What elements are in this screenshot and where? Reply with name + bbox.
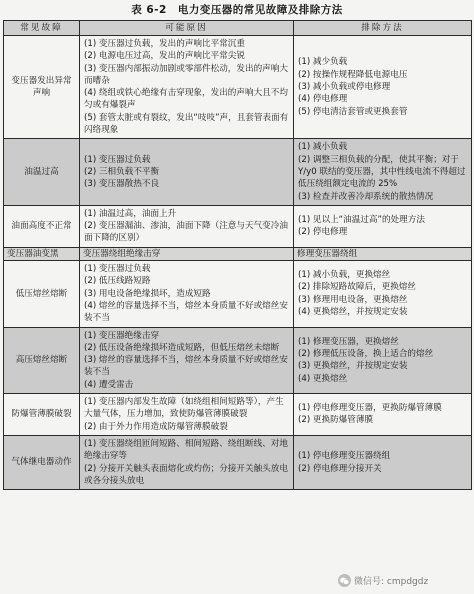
remedy-item: (1) 见以上“油温过高”的处理方法 xyxy=(298,215,425,225)
remedy-cell xyxy=(294,394,472,436)
remedy-item: (4) 更换熔丝 xyxy=(298,373,348,384)
wechat-icon xyxy=(338,574,351,587)
watermark xyxy=(338,574,428,587)
cause-cell xyxy=(80,139,294,205)
table-row xyxy=(4,394,472,436)
fault-cell: 防爆管薄膜破裂 xyxy=(4,394,80,436)
cause-item: (4) 绕组或铁心绝缘有击穿现象，发出的声响大且不均匀或有爆裂声 xyxy=(84,88,288,111)
header-cause: 可能原因 xyxy=(80,21,294,36)
table-row xyxy=(4,435,472,489)
remedy-cell: 修理变压器绕组 xyxy=(294,247,472,260)
fault-cell: 油温过高 xyxy=(4,139,80,205)
cause-item: (3) 熔丝的容量选择不当，熔丝本身质量不好或熔丝安装不当 xyxy=(84,355,288,378)
remedy-item: (1) 减小负载 xyxy=(298,142,348,153)
cause-item: (1) 变压器绕组匝间短路、相间短路、绕组断线、对地绝缘击穿等 xyxy=(84,438,288,462)
remedy-item: (1) 停电修理变压器，更换防爆管薄膜 xyxy=(298,403,442,414)
watermark-text: 微信号: cmpdgdz xyxy=(354,577,429,587)
header-fault: 常见故障 xyxy=(4,21,80,36)
remedy-item: (2) 修理低压设备，换上适合的熔丝 xyxy=(298,348,434,359)
remedy-item: (1) 减小负载，更换熔丝 xyxy=(298,270,391,281)
cause-item: (5) 套管太脏或有裂纹，发出“吱吱”声，且套管表面有闪络现象 xyxy=(84,112,289,136)
cause-item: (2) 低压线路短路 xyxy=(84,276,151,287)
cause-item: (1) 变压器过负载 xyxy=(84,264,151,275)
cause-item: (2) 变压器漏油、渗油，油面下降（注意与天气变冷油面下降的区别） xyxy=(84,221,288,244)
cause-cell xyxy=(80,261,294,327)
remedy-item: (1) 减少负载 xyxy=(298,57,348,68)
remedy-cell xyxy=(294,205,472,247)
table-row xyxy=(4,327,472,393)
cause-item: (3) 用电设备绝缘损坏，造成短路 xyxy=(84,288,211,299)
remedy-item: (3) 修理用电设备，更换熔丝 xyxy=(298,294,408,305)
cause-item: (3) 变压器内部振动加剧或零部件松动，发出的声响大而嘈杂 xyxy=(84,63,288,86)
remedy-item: (1) 修理变压器，更换熔丝 xyxy=(298,336,399,347)
cause-cell xyxy=(80,327,294,393)
table-title: 表 6-2 电力变压器的常见故障及排除方法 xyxy=(131,4,343,16)
cause-item: (2) 由于外力作用造成防爆管薄膜破裂 xyxy=(84,421,228,432)
remedy-item: (2) 停电修理分接开关 xyxy=(298,463,382,474)
cause-cell xyxy=(80,36,294,139)
remedy-cell xyxy=(294,36,472,139)
remedy-item: (3) 检查并改善冷却系统的散热情况 xyxy=(298,191,434,202)
remedy-item: (4) 停电修理 xyxy=(298,94,348,105)
remedy-cell xyxy=(294,327,472,393)
cause-item: (1) 油温过高，油面上升 xyxy=(84,208,177,219)
cause-cell xyxy=(80,394,294,436)
table-body xyxy=(4,36,472,490)
header-remedy: 排除方法 xyxy=(294,21,472,36)
cause-item: (3) 变压器散热不良 xyxy=(84,179,160,190)
cause-cell xyxy=(80,205,294,247)
table-row xyxy=(4,36,472,139)
fault-cell: 高压熔丝熔断 xyxy=(4,327,80,393)
cause-item: (2) 分接开关触头表面熔化或灼伤；分接开关触头放电或各分接头放电 xyxy=(84,463,288,486)
cause-item: (2) 电源电压过高，发出的声响比平常尖锐 xyxy=(84,51,245,62)
table-row xyxy=(4,261,472,327)
cause-item: (1) 变压器内部发生故障（如绕组相间短路等），产生大量气体，压力增加，致使防爆管薄膜破裂 xyxy=(84,397,284,420)
remedy-item: (2) 排除短路故障后，更换熔丝 xyxy=(298,282,417,293)
remedy-item: (5) 停电清洁套管或更换套管 xyxy=(298,106,408,117)
cause-cell xyxy=(80,435,294,489)
remedy-item: (2) 停电修理 xyxy=(298,227,348,238)
remedy-cell xyxy=(294,435,472,489)
table-header-row xyxy=(4,21,472,36)
remedy-item: (4) 更换熔丝，并按规定安装 xyxy=(298,307,408,318)
remedy-cell xyxy=(294,261,472,327)
cause-item: (1) 变压器过负载 xyxy=(84,154,151,165)
cause-item: (2) 三相负载不平衡 xyxy=(84,166,160,177)
fault-cell: 气体继电器动作 xyxy=(4,435,80,489)
cause-item: (1) 变压器绝缘击穿 xyxy=(84,330,160,341)
cause-cell: 变压器绕组绝缘击穿 xyxy=(80,247,294,260)
remedy-item: (2) 调整三相负载的分配，使其平衡；对于 Y/y0 联结的变压器，其中性线电流不得超过低压绕组额定电流的 25% xyxy=(298,154,466,190)
remedy-item: (3) 减小负载或停电修理 xyxy=(298,82,391,93)
remedy-item: (2) 按操作规程降低电源电压 xyxy=(298,69,408,80)
remedy-item: (3) 更换熔丝，并按规定安装 xyxy=(298,361,408,372)
remedy-cell xyxy=(294,139,472,205)
table-row xyxy=(4,205,472,247)
table-section-row xyxy=(4,247,472,260)
cause-item: (4) 熔丝的容量选择不当，熔丝本身质量不好或熔丝安装不当 xyxy=(84,300,288,324)
table-row xyxy=(4,139,472,205)
cause-item: (1) 变压器过负载，发出的声响比平常沉重 xyxy=(84,39,245,49)
cause-item: (4) 遭受雷击 xyxy=(84,379,134,390)
faults-table xyxy=(3,20,472,490)
remedy-item: (1) 停电修理变压器绕组 xyxy=(298,451,391,462)
fault-cell: 低压熔丝熔断 xyxy=(4,261,80,327)
cause-item: (2) 低压设备绝缘损坏造成短路，但低压熔丝未熔断 xyxy=(84,342,280,353)
remedy-item: (2) 更换防爆管薄膜 xyxy=(298,415,374,426)
fault-cell: 变压器油变黑 xyxy=(4,247,80,260)
fault-cell: 油面高度不正常 xyxy=(4,205,80,247)
fault-cell: 变压器发出异常声响 xyxy=(4,36,80,139)
